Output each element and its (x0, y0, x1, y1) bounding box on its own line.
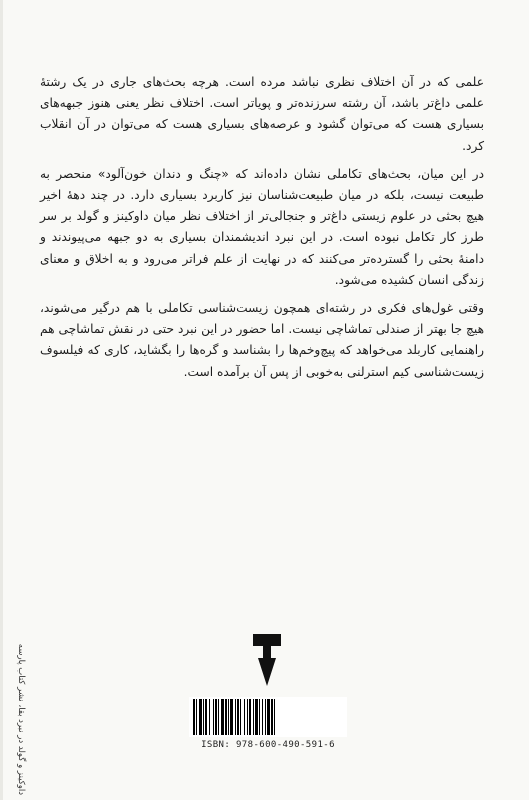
blurb-text (40, 72, 484, 387)
barcode (189, 697, 347, 737)
blurb-paragraph-2: در این میان، بحث‌های تکاملی نشان داده‌اند که «چنگ و دندان خون‌آلود» منحصر به طبیعت نیست، بلکه در میان طبیعت‌شناسان نیز کاربرد بسیاری دارد. در چند دههٔ اخیر هیچ بحثی در علوم زیستی داغ‌تر و جنجالی‌تر از اختلاف نظر میان داوکینز و گولد بر سر طرز کار تکامل نبوده است. در این نبرد اندیشمندان بسیاری به دو جبهه می‌پیوندند و دامنهٔ بحثی را گسترده‌تر می‌کنند که در نهایت از علم فراتر می‌رود و به اخلاق و معنای زندگی انسان کشیده می‌شود. (40, 166, 484, 287)
publisher-logo (249, 632, 285, 688)
isbn-number: ISBN: 978-600-490-591-6 (201, 740, 335, 750)
blurb-paragraph-1: علمی که در آن اختلاف نظری نباشد مرده است. هرچه بحث‌های جاری در یک رشتهٔ علمی داغ‌تر باشد، آن رشته سرزنده‌تر و پویاتر است. اختلاف نظر یعنی هنوز جبهه‌های بسیاری هست که می‌توان گشود و عرصه‌های بسیاری هست که می‌توان در آن انقلاب کرد. (40, 75, 484, 153)
blurb-paragraph-3: وقتی غول‌های فکری در رشته‌ای همچون زیست‌شناسی تکاملی با هم درگیر می‌شوند، هیچ جا بهتر از صندلی تماشاچی نیست. اما حضور در این نبرد حتی در نقش تماشاچی هم راهنمایی کاربلد می‌خواهد که پیچ‌وخم‌ها را بشناسد و گره‌ها را بگشاید، کاری که فیلسوف زیست‌شناسی کیم استرلنی به‌خوبی از پس آن برآمده است. (40, 301, 484, 379)
spine-text: داوکینز و گولد در نبرد بقا، نشر کتاب پارسه (16, 643, 26, 795)
